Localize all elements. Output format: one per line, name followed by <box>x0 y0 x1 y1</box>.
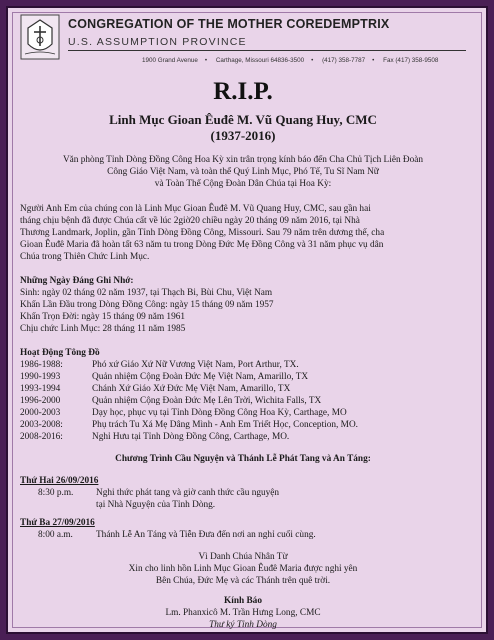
ministry-years: 1990-1993 <box>20 372 61 382</box>
ministry-desc: Nghỉ Hưu tại Tỉnh Dòng Đồng Công, Carthage, MO. <box>92 432 290 442</box>
deceased-name: Linh Mục Gioan Êuđê M. Vũ Quang Huy, CMC <box>109 112 377 127</box>
ministry-list <box>20 359 466 443</box>
milestones-list <box>20 287 466 335</box>
ministry-row <box>20 383 466 395</box>
event-time: 8:30 p.m. <box>38 488 74 498</box>
ministry-desc: Quản nhiệm Cộng Đoàn Đức Mẹ Lên Trời, Wichita Falls, TX <box>92 396 322 406</box>
document-content <box>20 14 466 631</box>
signature-heading: Kính Báo <box>224 596 262 606</box>
milestone-item: Khấn Trọn Đời: ngày 15 tháng 09 năm 1961 <box>20 312 186 322</box>
closing-line: Vì Danh Chúa Nhân Từ <box>198 552 288 562</box>
letterhead <box>20 14 466 72</box>
announcement-line: Chúa trong Thiên Chức Linh Mục. <box>20 252 150 262</box>
announcement-line: Thương Landmark, Joplin, gần Tỉnh Dòng Đồng Công, Missouri. Sau 79 năm trên dương thế, cha <box>20 228 385 238</box>
ministry-desc: Phó xứ Giáo Xứ Nữ Vương Việt Nam, Port Arthur, TX. <box>92 360 299 370</box>
event-description <box>96 529 466 541</box>
milestone-item: Khấn Lần Đầu trong Dòng Đồng Công: ngày 15 tháng 09 năm 1957 <box>20 300 274 310</box>
ministry-row <box>20 395 466 407</box>
program-event <box>20 529 466 541</box>
closing-line: Bên Chúa, Đức Mẹ và các Thánh trên quê trời. <box>155 576 331 586</box>
ministry-desc: Quản nhiệm Cộng Đoàn Đức Mẹ Việt Nam, Amarillo, TX <box>92 372 309 382</box>
event-description <box>96 487 466 511</box>
closing-prayer <box>20 551 466 587</box>
signer-role: Thư ký Tỉnh Dòng <box>209 620 277 630</box>
program-event <box>20 487 466 511</box>
intro-line: Công Giáo Việt Nam, và toàn thể Quý Linh Mục, Phó Tế, Tu Sĩ Nam Nữ <box>107 167 379 177</box>
contact-line: 1900 Grand Avenue • Carthage, Missouri 64836-3500 • (417) 358-7787 • Fax (417) 358-9508 <box>142 57 439 64</box>
intro-line: Văn phòng Tỉnh Dòng Đồng Công Hoa Kỳ xin trân trọng kính báo đến Cha Chủ Tịch Liên Đoàn <box>62 155 424 165</box>
milestone-item: Sinh: ngày 02 tháng 02 năm 1937, tại Thạch Bi, Bùi Chu, Việt Nam <box>20 288 273 298</box>
header-rule <box>68 50 466 51</box>
ministry-row <box>20 419 466 431</box>
milestones-heading: Những Ngày Đáng Ghi Nhớ: <box>20 276 134 286</box>
fax-number: Fax (417) 358-9508 <box>383 57 439 64</box>
life-years: (1937-2016) <box>210 128 276 143</box>
org-name: CONGREGATION OF THE MOTHER COREDEMPTRIX <box>68 17 390 31</box>
event-line: Thánh Lễ An Táng và Tiễn Đưa đến nơi an nghỉ cuối cùng. <box>96 530 316 540</box>
announcement-line: tháng chịu bệnh đã được Chúa cất về lúc 2giờ20 chiều ngày 20 tháng 09 năm 2016, tại Nhà <box>20 216 360 226</box>
ministry-desc: Phụ trách Tu Xá Mẹ Dâng Mình - Anh Em Triết Học, Conception, MO. <box>92 420 358 430</box>
closing-line: Xin cho linh hồn Linh Mục Gioan Êuđê Maria được nghỉ yên <box>128 564 358 574</box>
address-city: Carthage, Missouri 64836-3500 <box>215 57 305 64</box>
event-time: 8:00 a.m. <box>38 530 73 540</box>
ministry-row <box>20 431 466 443</box>
ministry-years: 2008-2016: <box>20 432 63 442</box>
province-name: U.S. ASSUMPTION PROVINCE <box>68 36 247 48</box>
announcement-line: Người Anh Em của chúng con là Linh Mục Gioan Êuđê M. Vũ Quang Huy, CMC, sau gần hai <box>20 204 371 214</box>
document-frame <box>6 6 488 634</box>
ministry-years: 1993-1994 <box>20 384 61 394</box>
announcement-line: Gioan Êuđê Maria đã hoàn tất 63 năm tu trong Dòng Đức Mẹ Đồng Công và 31 năm phục vụ dân <box>20 240 384 250</box>
event-line: tại Nhà Nguyện của Tỉnh Dòng. <box>96 500 216 510</box>
ministry-row <box>20 359 466 371</box>
program-day-date: Thứ Hai 26/09/2016 <box>20 476 99 486</box>
intro-block <box>20 154 466 190</box>
event-line: Nghi thức phát tang và giờ canh thức cầu nguyện <box>96 488 280 498</box>
announcement-paragraph <box>20 203 466 263</box>
ministry-row <box>20 371 466 383</box>
ministry-years: 2000-2003 <box>20 408 61 418</box>
program-heading: Chương Trình Cầu Nguyện và Thánh Lễ Phát Tang và An Táng: <box>115 454 371 464</box>
congregation-emblem-icon <box>20 14 60 60</box>
page-title: R.I.P. <box>213 78 273 105</box>
program-day-date: Thứ Ba 27/09/2016 <box>20 518 95 528</box>
signer-name: Lm. Phanxicô M. Trần Hưng Long, CMC <box>165 608 321 618</box>
intro-line: và Toàn Thể Cộng Đoàn Dân Chúa tại Hoa Kỳ: <box>154 179 332 189</box>
address-street: 1900 Grand Avenue <box>142 57 198 64</box>
ministry-row <box>20 407 466 419</box>
ministry-desc: Dạy học, phục vụ tại Tỉnh Dòng Đồng Công Hoa Kỳ, Carthage, MO <box>92 408 347 418</box>
phone-number: (417) 358-7787 <box>322 57 366 64</box>
ministry-desc: Chánh Xứ Giáo Xứ Đức Mẹ Việt Nam, Amarillo, TX <box>92 384 291 394</box>
ministry-years: 2003-2008: <box>20 420 63 430</box>
ministry-years: 1996-2000 <box>20 396 61 406</box>
milestone-item: Chịu chức Linh Mục: 28 tháng 11 năm 1985 <box>20 324 186 334</box>
ministry-years: 1986-1988: <box>20 360 63 370</box>
ministry-heading: Hoạt Động Tông Đồ <box>20 348 100 358</box>
